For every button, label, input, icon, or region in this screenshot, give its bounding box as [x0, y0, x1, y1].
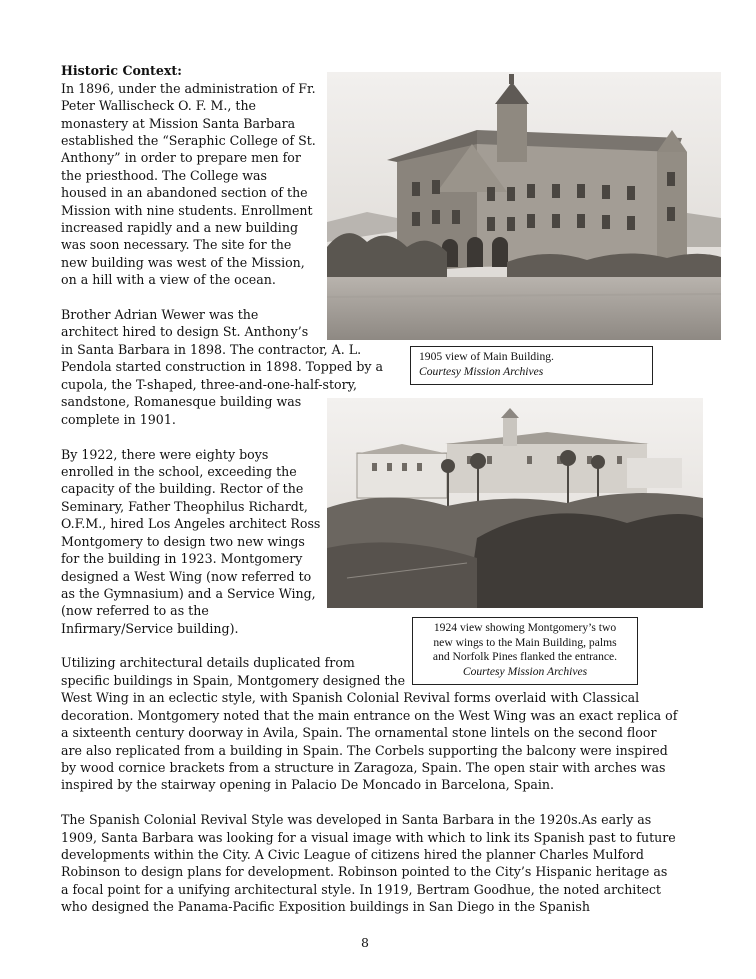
photo-caption-2 [412, 617, 638, 685]
historic-photo-1905-main-building [327, 72, 721, 340]
text-line: the priesthood. The College was [61, 168, 268, 183]
text-line: a focal point for a unifying architectural style. In 1919, Bertram Goodhue, the noted architect [61, 882, 661, 897]
caption-credit: Courtesy Mission Archives [419, 364, 544, 378]
text-line: who designed the Panama-Pacific Exposition buildings in San Diego in the Spanish [61, 899, 590, 914]
text-line: Infirmary/Service building). [61, 621, 239, 636]
caption-line: 1924 view showing Montgomery’s two [433, 621, 617, 634]
text-line: Utilizing architectural details duplicated from [61, 655, 355, 670]
text-line: West Wing in an eclectic style, with Spanish Colonial Revival forms overlaid with Classical [61, 690, 640, 705]
text-line: By 1922, there were eighty boys [61, 447, 269, 462]
text-line: Peter Wallischeck O. F. M., the [61, 98, 257, 113]
text-line: architect hired to design St. Anthony’s [61, 324, 309, 339]
text-line: The Spanish Colonial Revival Style was developed in Santa Barbara in the 1920s.As early as [61, 812, 652, 827]
caption-line: 1905 view of Main Building. [419, 350, 554, 363]
text-line: increased rapidly and a new building [61, 220, 299, 235]
text-line: for the building in 1923. Montgomery [61, 551, 303, 566]
text-line: are also replicated from a building in Spain. The Corbels supporting the balcony were inspired [61, 743, 668, 758]
text-line: inspired by the stairway opening in Palacio De Moncado in Barcelona, Spain. [61, 777, 555, 792]
text-line: enrolled in the school, exceeding the [61, 464, 297, 479]
text-line: a sixteenth century doorway in Avila, Spain. The ornamental stone lintels on the second floor [61, 725, 657, 740]
text-line: housed in an abandoned section of the [61, 185, 308, 200]
text-line: new building was west of the Mission, [61, 255, 305, 270]
text-line: sandstone, Romanesque building was [61, 394, 302, 409]
text-line: Pendola started construction in 1898. Topped by a [61, 359, 384, 374]
text-line: in Santa Barbara in 1898. The contractor, A. L. [61, 342, 362, 357]
text-line: Robinson to design plans for development. Robinson pointed to the City’s Hispanic heritage as [61, 864, 668, 879]
section-heading: Historic Context: [61, 63, 182, 78]
text-line: (now referred to as the [61, 603, 209, 618]
page-number: 8 [361, 935, 369, 950]
text-line: Brother Adrian Wewer was the [61, 307, 259, 322]
historic-photo-1924-view [327, 398, 703, 608]
text-line: 1909, Santa Barbara was looking for a visual image with which to link its Spanish past to future [61, 830, 676, 845]
text-line: specific buildings in Spain, Montgomery designed the [61, 673, 406, 688]
text-line: monastery at Mission Santa Barbara [61, 116, 296, 131]
text-line: O.F.M., hired Los Angeles architect Ross [61, 516, 321, 531]
text-line: cupola, the T-shaped, three-and-one-half-story, [61, 377, 358, 392]
text-line: Anthony” in order to prepare men for [61, 150, 301, 165]
text-line: established the “Seraphic College of St. [61, 133, 316, 148]
photo-caption-1 [410, 346, 653, 385]
text-line: Mission with nine students. Enrollment [61, 203, 313, 218]
text-line: Seminary, Father Theophilus Richardt, [61, 499, 308, 514]
caption-line: new wings to the Main Building, palms [433, 635, 617, 649]
text-line: Montgomery to design two new wings [61, 534, 305, 549]
caption-credit: Courtesy Mission Archives [462, 664, 588, 678]
text-line: decoration. Montgomery noted that the main entrance on the West Wing was an exact replica of [61, 708, 678, 723]
text-line: In 1896, under the administration of Fr. [61, 81, 316, 96]
text-line: complete in 1901. [61, 412, 176, 427]
text-line: on a hill with a view of the ocean. [61, 272, 276, 287]
text-line: was soon necessary. The site for the [61, 237, 292, 252]
text-line: by wood cornice brackets from a structure in Zaragoza, Spain. The open stair with arches was [61, 760, 666, 775]
text-line: capacity of the building. Rector of the [61, 481, 304, 496]
text-line: designed a West Wing (now referred to [61, 569, 312, 584]
caption-line: and Norfolk Pines flanked the entrance. [432, 650, 618, 663]
text-line: as the Gymnasium) and a Service Wing, [61, 586, 316, 601]
text-line: developments within the City. A Civic League of citizens hired the planner Charles Mulford [61, 847, 644, 862]
